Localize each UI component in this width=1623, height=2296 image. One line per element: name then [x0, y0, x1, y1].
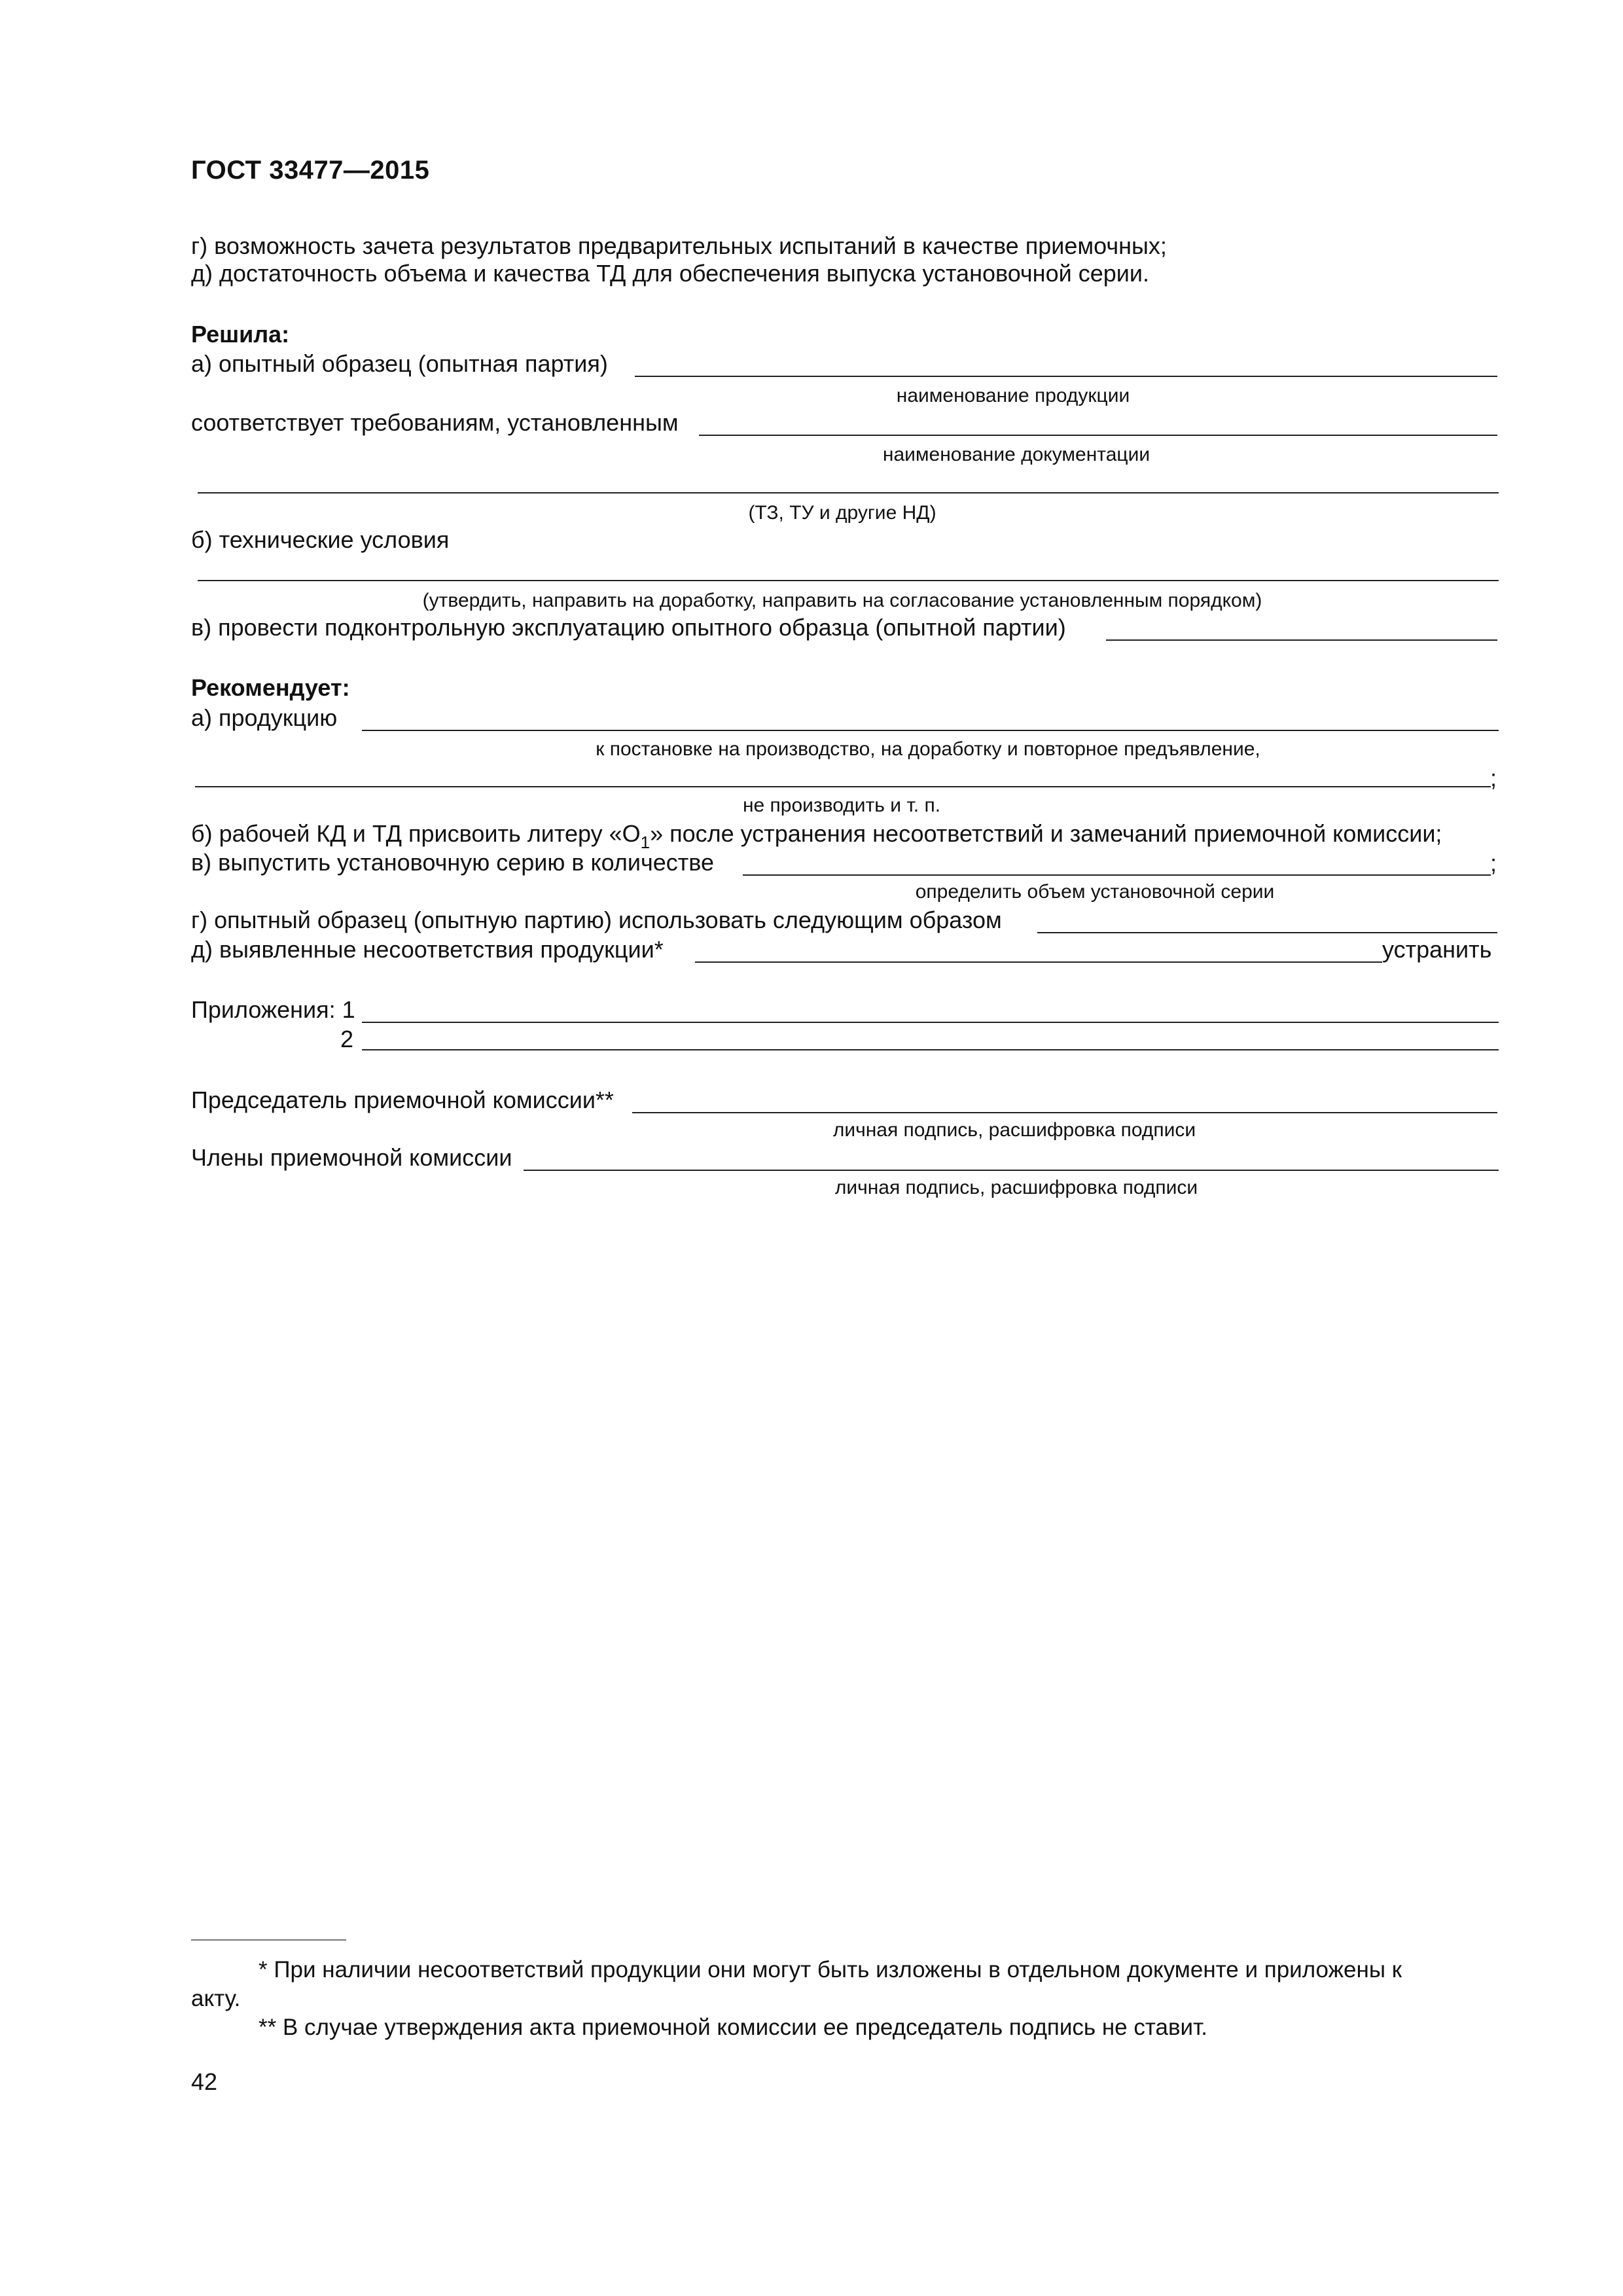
production-decision-field[interactable]	[362, 701, 1499, 731]
production-decision-caption: к постановке на производство, на доработку и повторное предъявление,	[596, 738, 1260, 760]
normative-docs-caption: (ТЗ, ТУ и другие НД)	[748, 502, 936, 524]
nonconformities-field[interactable]	[695, 933, 1382, 963]
footnote-separator	[191, 1939, 346, 1941]
eliminate-label: устранить	[1382, 936, 1492, 963]
attachment-1-field[interactable]	[362, 993, 1499, 1023]
complies-label: соответствует требованиям, установленным	[191, 409, 679, 436]
documentation-name-caption: наименование документации	[882, 444, 1150, 465]
attachment-2-number: 2	[340, 1026, 354, 1052]
recommends-v-label: в) выпустить установочную серию в количестве	[191, 849, 715, 876]
members-signature-field[interactable]	[524, 1141, 1499, 1171]
footnote-2: ** В случае утверждения акта приемочной комиссии ее председатель подпись не ставит.	[259, 2015, 1207, 2040]
attachments-label: Приложения: 1	[191, 996, 355, 1023]
attachment-2-field[interactable]	[362, 1020, 1499, 1050]
chair-signature-field[interactable]	[632, 1083, 1497, 1113]
recommends-d-label: д) выявленные несоответствия продукции*	[191, 936, 664, 963]
tech-conditions-field[interactable]	[198, 551, 1499, 581]
chair-signature-caption: личная подпись, расшифровка подписи	[832, 1119, 1196, 1141]
recommends-b-text-post: » после устранения несоответствий и замечаний приемочной комиссии;	[650, 820, 1442, 847]
production-decision-caption-2: не производить и т. п.	[742, 795, 941, 816]
recommends-heading: Рекомендует:	[191, 674, 350, 701]
semicolon-v: ;	[1490, 850, 1497, 876]
members-label: Члены приемочной комиссии	[191, 1144, 512, 1171]
resolved-heading: Решила:	[191, 321, 290, 348]
sample-usage-field[interactable]	[1037, 903, 1497, 933]
product-name-caption: наименование продукции	[896, 385, 1130, 406]
resolved-b-label: б) технические условия	[191, 526, 450, 553]
litera-subscript: 1	[640, 833, 651, 852]
series-quantity-field[interactable]	[743, 846, 1491, 876]
resolved-v-label: в) провести подконтрольную эксплуатацию опытного образца (опытной партии)	[191, 614, 1066, 641]
recommends-b-text-pre: б) рабочей КД и ТД присвоить литеру «О	[191, 820, 641, 847]
footnote-1-line-2: акту.	[191, 1986, 241, 2011]
intro-item-d: д) достаточность объема и качества ТД для обеспечения выпуска установочной серии.	[191, 260, 1149, 287]
semicolon-a: ;	[1490, 764, 1497, 791]
recommends-b-text	[191, 820, 1442, 852]
production-decision-continued-field[interactable]	[195, 757, 1491, 787]
members-signature-caption: личная подпись, расшифровка подписи	[834, 1177, 1198, 1198]
intro-item-g: г) возможность зачета результатов предварительных испытаний в качестве приемочных;	[191, 232, 1167, 259]
page-number: 42	[191, 2068, 218, 2095]
product-name-field[interactable]	[635, 347, 1497, 377]
series-quantity-caption: определить объем установочной серии	[915, 881, 1275, 903]
recommends-a-label: а) продукцию	[191, 704, 338, 731]
tech-conditions-caption: (утвердить, направить на доработку, направить на согласование установленным порядком)	[422, 590, 1262, 611]
documentation-name-field[interactable]	[699, 406, 1497, 436]
document-code-header: ГОСТ 33477—2015	[191, 156, 430, 185]
footnote-1-line-1: * При наличии несоответствий продукции они могут быть изложены в отдельном документе и приложены к	[259, 1957, 1402, 1982]
recommends-g-label: г) опытный образец (опытную партию) использовать следующим образом	[191, 906, 1002, 933]
supervised-operation-field[interactable]	[1106, 611, 1497, 641]
normative-docs-field[interactable]	[198, 463, 1499, 493]
resolved-a-label: а) опытный образец (опытная партия)	[191, 350, 608, 377]
chair-label: Председатель приемочной комиссии**	[191, 1086, 614, 1113]
